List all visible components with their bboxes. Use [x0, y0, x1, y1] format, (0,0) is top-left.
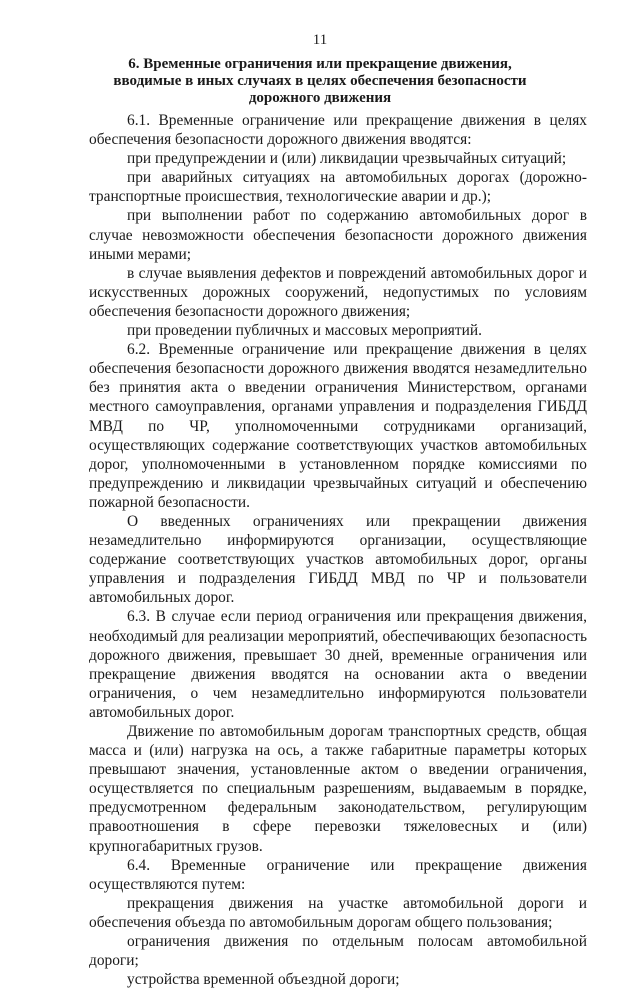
paragraph-6-4-intro: 6.4. Временные ограничение или прекращение движения осуществляются путем:	[89, 856, 587, 893]
paragraph-accidents: при аварийных ситуациях на автомобильных дорогах (дорожно-транспортные происшествия, технологические аварии и др.);	[89, 169, 587, 206]
paragraph-public-events: при проведении публичных и массовых мероприятий.	[127, 322, 482, 340]
paragraph-lane-restriction: ограничения движения по отдельным полосам автомобильной дороги;	[89, 933, 587, 970]
paragraph-6-3: 6.3. В случае если период ограничения или прекращения движения, необходимый для реализации мероприятий, обеспечивающих безопасность дорожного движения, превышает 30 дней, временные ограничения или прекращение движения вводятся на основании акта о введении ограничения, о чем незамедлительно информируются пользователи автомобильных дорог.	[89, 608, 587, 721]
paragraph-special-permits: Движение по автомобильным дорогам транспортных средств, общая масса и (или) нагрузка на ось, а также габаритные параметры которых превышают значения, установленные актом о введении ограничения, осуществляется по специальным разрешениям, выдаваемым в порядке, предусмотренном федеральным законодательством, регулирующим правоотношения в сфере перевозки тяжеловесных и (или) крупногабаритных грузов.	[89, 723, 587, 855]
paragraph-detour: прекращения движения на участке автомобильной дороги и обеспечения объезда по автомобильным дорогам общего пользования;	[89, 894, 587, 931]
section-heading: 6. Временные ограничения или прекращение движения, вводимые в иных случаях в целях обеспечения безопасности дорожного движения	[113, 56, 527, 106]
page-number: 11	[312, 32, 328, 48]
paragraph-maintenance: при выполнении работ по содержанию автомобильных дорог в случае невозможности обеспечения безопасности дорожного движения иными мерами;	[89, 207, 587, 263]
paragraph-temporary-road: устройства временной объездной дороги;	[127, 971, 400, 989]
paragraph-defects: в случае выявления дефектов и повреждений автомобильных дорог и искусственных дорожных сооружений, недопустимых по условиям обеспечения безопасности дорожного движения;	[89, 264, 587, 320]
paragraph-notification: О введенных ограничениях или прекращении движения незамедлительно информируются организации, осуществляющие содержание соответствующих участков автомобильных дорог, органы управления и подразделения ГИБДД МВД по ЧР и пользователи автомобильных дорог.	[89, 512, 587, 607]
paragraph-6-1-intro: 6.1. Временные ограничение или прекращение движения в целях обеспечения безопасности дорожного движения вводятся:	[89, 112, 587, 149]
paragraph-6-2: 6.2. Временные ограничение или прекращение движения в целях обеспечения безопасности дорожного движения вводятся незамедлительно без принятия акта о введении ограничения Министерством, органами местного самоуправления, органами управления и подразделения ГИБДД МВД по ЧР, уполномоченными сотрудниками организаций, осуществляющих содержание соответствующих участков автомобильных дорог, уполномоченными в установленном порядке комиссиями по предупреждению и ликвидации чрезвычайных ситуаций и обеспечению пожарной безопасности.	[89, 341, 587, 511]
section-body	[89, 111, 587, 989]
paragraph-emergency: при предупреждении и (или) ликвидации чрезвычайных ситуаций;	[127, 150, 567, 168]
